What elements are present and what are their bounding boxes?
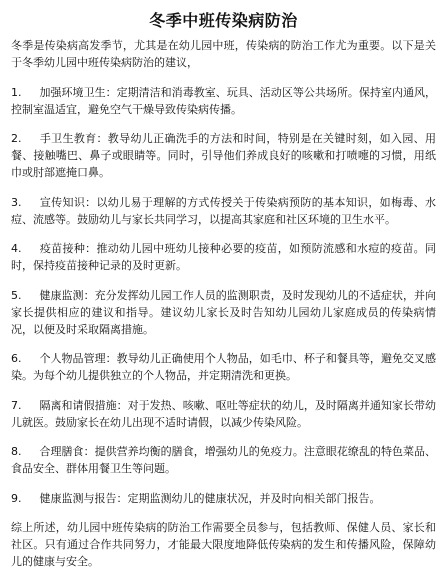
list-item xyxy=(11,194,436,228)
list-item xyxy=(11,84,436,118)
item-number: 2. xyxy=(11,132,22,145)
item-number: 8. xyxy=(11,445,22,458)
list-item xyxy=(11,397,436,431)
item-text: 健康监测：充分发挥幼儿园工作人员的监测职责，及时发现幼儿的不适症状，并向家长提供相应的建议和指导。建议幼儿家长及时告知幼儿园幼儿家庭成员的传染病情况，以便及时采取隔离措施。 xyxy=(11,288,436,336)
list-item xyxy=(11,350,436,384)
item-text: 合理膳食：提供营养均衡的膳食，增强幼儿的免疫力。注意眼花缭乱的特色菜品、食品安全、群体用餐卫生等问题。 xyxy=(11,445,436,475)
item-number: 9. xyxy=(11,491,22,505)
item-number: 7. xyxy=(11,398,22,412)
item-text: 健康监测与报告：定期监测幼儿的健康状况，并及时向相关部门报告。 xyxy=(39,491,381,505)
list-item xyxy=(11,240,436,274)
item-number: 6. xyxy=(11,352,22,365)
list-item xyxy=(11,287,436,338)
item-text: 疫苗接种：推动幼儿园中班幼儿接种必要的疫苗，如预防流感和水痘的疫苗。同时，保持疫苗接种记录的及时更新。 xyxy=(11,242,436,272)
item-number: 4. xyxy=(11,242,22,255)
list-item xyxy=(11,130,436,181)
list-item xyxy=(11,490,436,507)
item-text: 隔离和请假措施：对于发热、咳嗽、呕吐等症状的幼儿，及时隔离并通知家长带幼儿就医。鼓励家长在幼儿出现不适时请假，以减少传染风险。 xyxy=(11,398,436,429)
list-item xyxy=(11,443,436,477)
document-title: 冬季中班传染病防治 xyxy=(149,11,298,30)
item-text: 个人物品管理：教导幼儿正确使用个人物品，如毛巾、杯子和餐具等，避免交叉感染。为每个幼儿提供独立的个人物品，并定期清洗和更换。 xyxy=(11,352,436,382)
item-number: 1. xyxy=(11,85,22,99)
item-number: 5. xyxy=(11,288,22,302)
intro-paragraph: 冬季是传染病高发季节，尤其是在幼儿园中班，传染病的防治工作尤为重要。以下是关于冬季幼儿园中班传染病防治的建议， xyxy=(11,39,436,69)
conclusion-paragraph: 综上所述，幼儿园中班传染病的防治工作需要全员参与，包括教师、保健人员、家长和社区。只有通过合作共同努力，才能最大限度地降低传染病的发生和传播风险，保障幼儿的健康与安全。 xyxy=(11,521,436,568)
item-number: 3. xyxy=(11,195,22,209)
item-text: 宣传知识：以幼儿易于理解的方式传授关于传染病预防的基本知识，如梅毒、水痘、流感等。鼓励幼儿与家长共同学习，以提高其家庭和社区环境的卫生水平。 xyxy=(11,195,436,226)
item-text: 加强环境卫生：定期清洁和消毒教室、玩具、活动区等公共场所。保持室内通风，控制室温适宜，避免空气干燥导致传染病传播。 xyxy=(11,85,436,116)
item-text: 手卫生教育：教导幼儿正确洗手的方法和时间，特别是在关键时刻，如入园、用餐、接触嘴巴、鼻子或眼睛等。同时，引导他们养成良好的咳嗽和打喷嚏的习惯，用纸巾或肘部遮掩口鼻。 xyxy=(11,132,436,179)
